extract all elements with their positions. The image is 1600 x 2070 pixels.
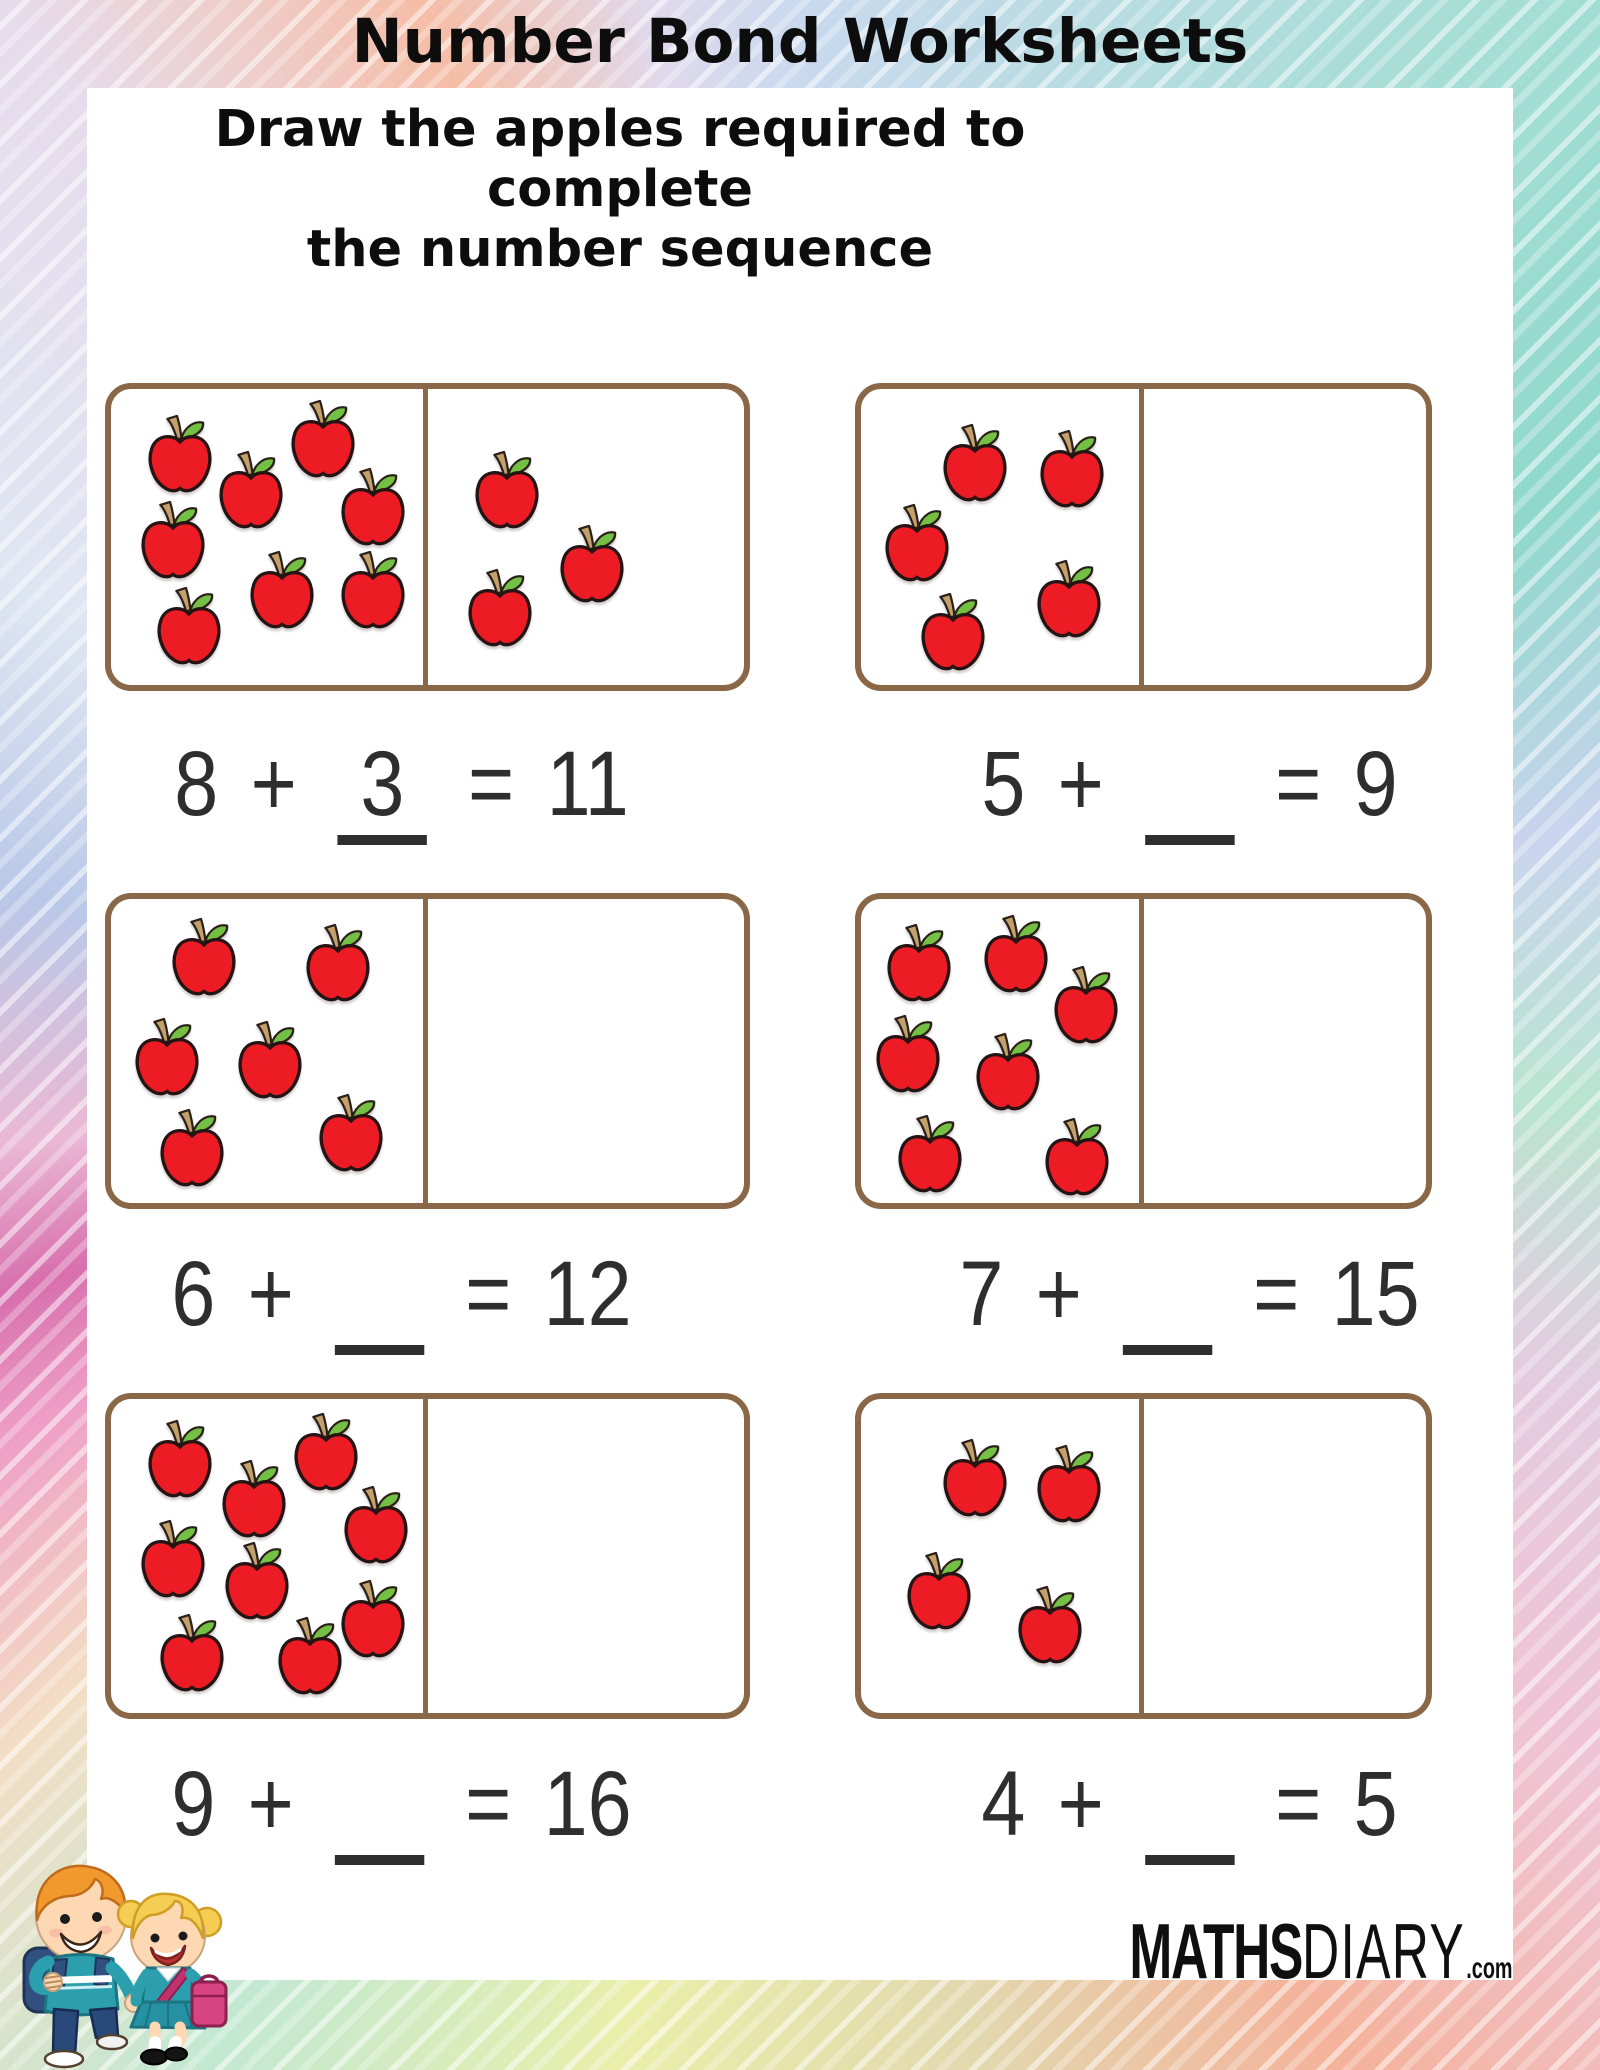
apples-compartment-left [111,389,428,685]
apple-icon [221,1542,293,1621]
equation [124,735,679,840]
apple-icon [290,1413,362,1492]
equation [941,1245,1437,1350]
apples-compartment-left [111,899,428,1203]
boy-pants [53,2009,78,2055]
apple-icon [137,500,209,579]
apple-icon [144,415,216,494]
equation [124,1755,679,1860]
equation-sum: 15 [1331,1243,1420,1345]
apple-icon [471,450,543,529]
apples-compartment-right[interactable] [1144,389,1427,685]
apples-compartment-right[interactable] [428,899,745,1203]
number-bond-box [105,383,750,691]
apples-compartment-right[interactable] [1144,1399,1427,1713]
apples-compartment-left [861,899,1144,1203]
equation-addend1: 8 [174,733,219,835]
instruction-line-1: Draw the apples required to complete [214,100,1026,220]
apples-compartment-left [861,1399,1144,1713]
plus-sign: + [250,733,297,835]
apple-icon [1014,1586,1086,1665]
plus-sign: + [1057,1753,1104,1855]
apple-icon [215,450,287,529]
equation-sum: 9 [1353,733,1398,835]
apple-icon [556,524,628,603]
watermark-maths: MATHS [1129,1907,1303,1995]
apple-icon [153,586,225,665]
number-bond-problem [855,893,1432,1345]
apple-icon [168,917,240,996]
number-bond-problem [105,1393,750,1855]
number-bond-box [855,1393,1432,1719]
equation-addend1: 6 [171,1243,216,1345]
apple-icon [156,1109,228,1188]
apple-icon [337,468,409,547]
equation-answer-blank [334,735,430,833]
equation-answer-blank[interactable] [1141,735,1237,833]
apple-icon [131,1018,203,1097]
apple-icon [903,1551,975,1630]
equation-addend1: 4 [981,1753,1026,1855]
number-bond-box [105,893,750,1209]
equation-addend1: 5 [981,733,1026,835]
apple-icon [1036,429,1108,508]
apple-icon [980,914,1052,993]
equals-sign: = [1275,733,1322,835]
apple-icon [246,551,318,630]
apple-icon [302,923,374,1002]
apples-compartment-right [428,389,745,685]
plus-sign: + [1057,733,1104,835]
girl-bag [192,1982,226,2026]
apple-icon [939,1438,1011,1517]
apples-compartment-right[interactable] [1144,899,1427,1203]
equation [941,735,1437,840]
equation-sum: 12 [543,1243,632,1345]
equals-sign: = [1253,1243,1300,1345]
apple-icon [464,569,536,648]
apple-icon [1033,1444,1105,1523]
number-bond-box [105,1393,750,1719]
apple-icon [218,1460,290,1539]
apple-icon [340,1485,412,1564]
watermark-logo [1130,1906,1513,1997]
equation-addend1: 9 [171,1753,216,1855]
apples-compartment-right[interactable] [428,1399,745,1713]
equation-answer-blank[interactable] [1141,1755,1237,1853]
equation-sum: 5 [1353,1753,1398,1855]
apple-icon [156,1614,228,1693]
equals-sign: = [468,733,515,835]
apple-icon [1033,560,1105,639]
watermark-domain-suffix: .com [1466,1952,1513,1985]
apple-icon [137,1520,209,1599]
apple-icon [337,1579,409,1658]
plus-sign: + [247,1753,294,1855]
page-title: Number Bond Worksheets [351,6,1249,77]
equation-answer-blank[interactable] [331,1245,427,1343]
equation-sum: 11 [546,733,629,835]
apple-icon [883,923,955,1002]
number-bond-problem [855,383,1432,835]
number-bond-box [855,893,1432,1209]
instruction-line-2: the number sequence [306,220,934,280]
apples-compartment-left [861,389,1144,685]
apple-icon [894,1115,966,1194]
instructions [130,100,1110,281]
apple-icon [881,503,953,582]
equals-sign: = [465,1753,512,1855]
plus-sign: + [247,1243,294,1345]
apple-icon [972,1033,1044,1112]
number-bond-problem [855,1393,1432,1855]
apple-icon [337,551,409,630]
equals-sign: = [1275,1753,1322,1855]
equation-answer-blank[interactable] [331,1755,427,1853]
equation-answer-blank[interactable] [1119,1245,1215,1343]
apples-compartment-left [111,1399,428,1713]
equation-addend1: 7 [959,1243,1004,1345]
apple-icon [234,1021,306,1100]
apple-icon [1041,1118,1113,1197]
apple-icon [144,1419,216,1498]
apple-icon [917,592,989,671]
apple-icon [939,424,1011,503]
equation-sum: 16 [543,1753,632,1855]
apple-icon [315,1094,387,1173]
equation-answer-value: 3 [360,733,405,835]
equals-sign: = [465,1243,512,1345]
equation [941,1755,1437,1860]
school-kids-illustration [4,1856,230,2070]
plus-sign: + [1035,1243,1082,1345]
apple-icon [872,1015,944,1094]
apple-icon [1050,966,1122,1045]
watermark-diary: DIARY [1302,1907,1466,1995]
number-bond-box [855,383,1432,691]
number-bond-problem [105,383,750,835]
apple-icon [274,1617,346,1696]
equation [124,1245,679,1350]
number-bond-problem [105,893,750,1345]
